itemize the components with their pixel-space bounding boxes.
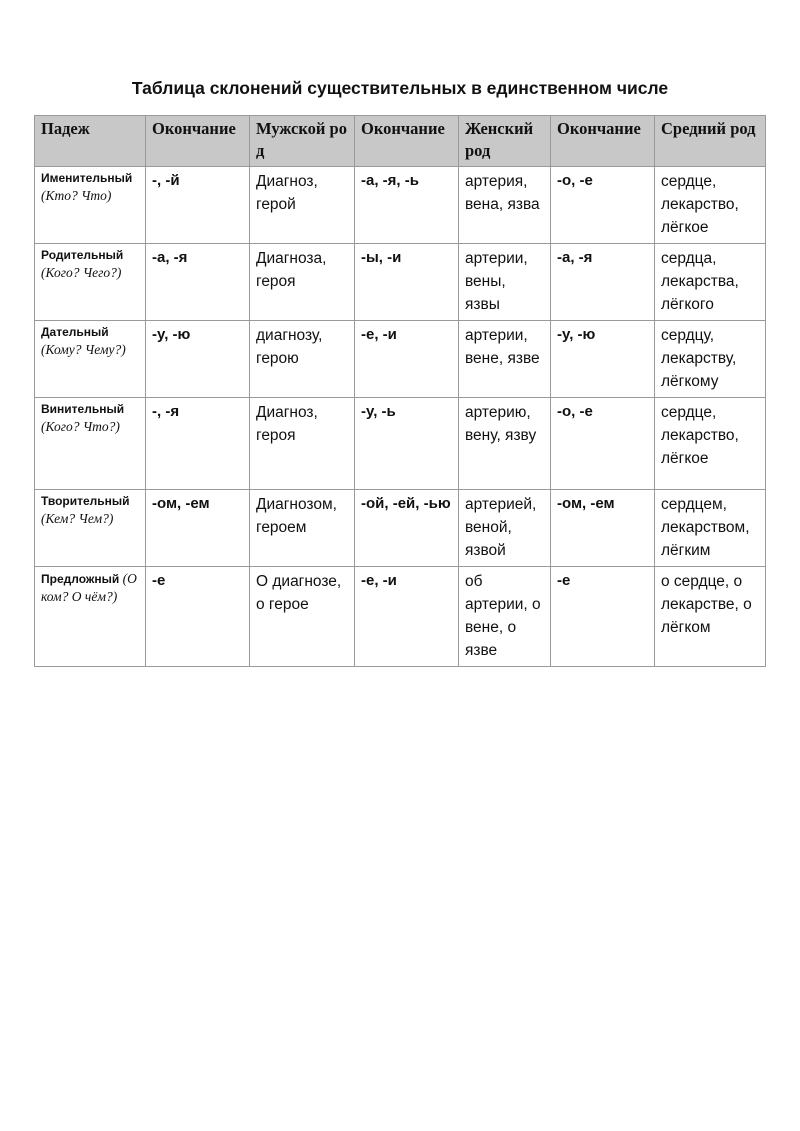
masculine-ending: -, -й [146,167,250,244]
table-row [35,567,766,667]
masculine-ending: -ом, -ем [146,490,250,567]
masculine-example: Диагноза, героя [250,244,355,321]
neuter-example: сердцу, лекарству, лёгкому [655,321,766,398]
header-neuter: Средний род [655,116,766,167]
case-name: Дательный [41,325,109,339]
case-cell [35,244,146,321]
case-name: Родительный [41,248,124,262]
feminine-ending: -е, -и [355,321,459,398]
case-question: (Кого? Чего?) [41,265,122,280]
declension-table [34,115,766,667]
case-question: (Кому? Чему?) [41,342,126,357]
feminine-example: артерия, вена, язва [459,167,551,244]
case-question: (Кем? Чем?) [41,511,114,526]
neuter-ending: -е [551,567,655,667]
masculine-example: Диагноз, героя [250,398,355,490]
case-cell [35,321,146,398]
header-masc-ending: Окончание [146,116,250,167]
masculine-ending: -е [146,567,250,667]
feminine-example: артерией, веной, язвой [459,490,551,567]
case-name: Винительный [41,402,125,416]
header-feminine: Женский род [459,116,551,167]
table-row [35,398,766,490]
masculine-example: Диагноз, герой [250,167,355,244]
header-masculine: Мужской род [250,116,355,167]
feminine-ending: -а, -я, -ь [355,167,459,244]
neuter-ending: -а, -я [551,244,655,321]
neuter-ending: -у, -ю [551,321,655,398]
case-name: Именительный [41,171,133,185]
document-title: Таблица склонений существительных в единственном числе [131,78,669,98]
feminine-example: об артерии, о вене, о язве [459,567,551,667]
table-body [35,167,766,667]
table-row [35,490,766,567]
neuter-example: сердце, лекарство, лёгкое [655,167,766,244]
masculine-ending: -а, -я [146,244,250,321]
neuter-example: сердцем, лекарством, лёгким [655,490,766,567]
case-name: Творительный [41,494,130,508]
masculine-example: О диагнозе, о герое [250,567,355,667]
neuter-example: о сердце, о лекарстве, о лёгком [655,567,766,667]
feminine-ending: -е, -и [355,567,459,667]
neuter-ending: -ом, -ем [551,490,655,567]
neuter-ending: -о, -е [551,167,655,244]
masculine-ending: -у, -ю [146,321,250,398]
case-question: (Кто? Что) [41,188,112,203]
case-question: (Кого? Что?) [41,419,120,434]
feminine-ending: -у, -ь [355,398,459,490]
case-cell [35,398,146,490]
table-header-row [35,116,766,167]
feminine-example: артерии, вене, язве [459,321,551,398]
header-neut-ending: Окончание [551,116,655,167]
feminine-ending: -ой, -ей, -ью [355,490,459,567]
case-cell [35,490,146,567]
feminine-example: артерию, вену, язву [459,398,551,490]
feminine-ending: -ы, -и [355,244,459,321]
masculine-ending: -, -я [146,398,250,490]
case-cell [35,567,146,667]
neuter-example: сердце, лекарство, лёгкое [655,398,766,490]
case-name: Предложный [41,572,120,586]
masculine-example: диагнозу, герою [250,321,355,398]
header-case: Падеж [35,116,146,167]
table-row [35,244,766,321]
table-row [35,167,766,244]
table-row [35,321,766,398]
neuter-ending: -о, -е [551,398,655,490]
feminine-example: артерии, вены, язвы [459,244,551,321]
masculine-example: Диагнозом, героем [250,490,355,567]
case-question: (О ком? О чём?) [41,571,137,604]
case-cell [35,167,146,244]
header-fem-ending: Окончание [355,116,459,167]
neuter-example: сердца, лекарства, лёгкого [655,244,766,321]
